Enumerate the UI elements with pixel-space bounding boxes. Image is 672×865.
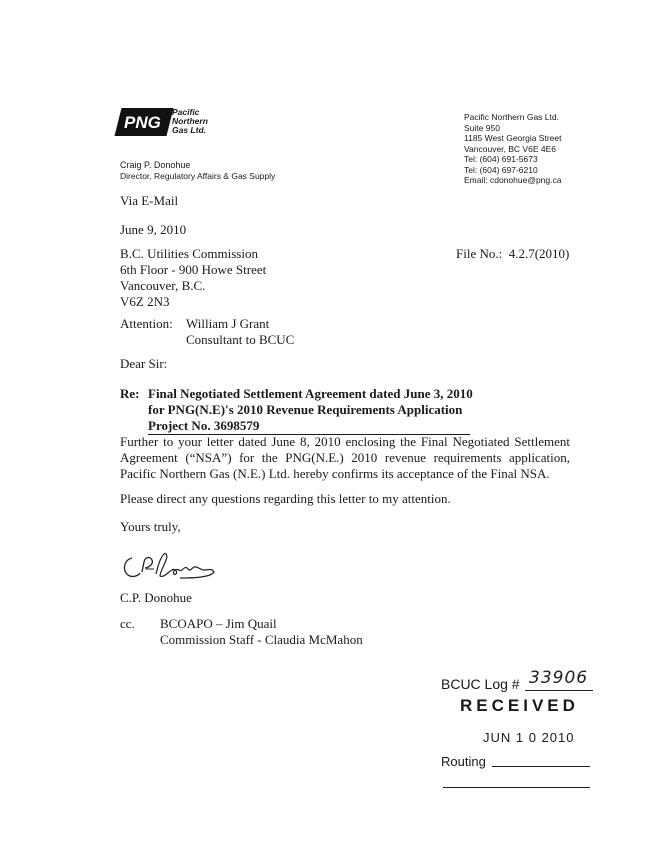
stamp-date: JUN 1 0 2010 — [483, 730, 575, 745]
re-label: Re: — [120, 386, 140, 401]
logo-company-name: Pacific Northern Gas Ltd. — [172, 107, 208, 135]
cc-recipients: BCOAPO – Jim Quail Commission Staff - Claudia McMahon — [160, 616, 363, 647]
subject-lines: Final Negotiated Settlement Agreement dated June 3, 2010 for PNG(N.E)'s 2010 Revenue Requirements Application Project No. 3698579 — [148, 386, 473, 433]
stamp-routing-line-2 — [443, 787, 590, 788]
stamp-log-line — [525, 690, 593, 691]
delivery-method: Via E-Mail — [120, 193, 179, 208]
stamp-routing-label: Routing — [441, 754, 486, 769]
recipient-address: B.C. Utilities Commission 6th Floor - 900 Howe Street Vancouver, B.C. V6Z 2N3 — [120, 246, 267, 309]
attention-label: Attention: — [120, 316, 173, 331]
company-logo — [118, 108, 238, 138]
signature-image — [120, 548, 220, 584]
attention-names: William J Grant Consultant to BCUC — [186, 316, 295, 347]
letter-date: June 9, 2010 — [120, 222, 187, 237]
logo-text: PNG — [124, 113, 161, 132]
sender-title: Director, Regulatory Affairs & Gas Supply — [120, 170, 276, 181]
sender-name: Craig P. Donohue — [120, 160, 191, 170]
stamp-log-number: 33906 — [529, 668, 589, 688]
stamp-received: RECEIVED — [460, 696, 579, 715]
company-address: Pacific Northern Gas Ltd. Suite 950 1185 West Georgia Street Vancouver, BC V6E 4E6 Tel: (604) 691-5673 Tel: (604) 697-6210 Email: cdonohue@png.ca — [464, 112, 562, 185]
stamp-routing-line — [492, 766, 590, 767]
body-paragraph: Further to your letter dated June 8, 2010 enclosing the Final Negotiated Settlement Agreement (“NSA”) for the PNG(N.E.) 2010 revenue requirements application, Pacific Northern Gas (N.E.) Ltd. hereby confirms its acceptance of the Final NSA. — [120, 434, 570, 481]
file-number: File No.: 4.2.7(2010) — [456, 246, 570, 261]
sender-block — [120, 160, 275, 181]
closing: Yours truly, — [120, 519, 181, 534]
cc-label: cc. — [120, 616, 135, 631]
signature-name: C.P. Donohue — [120, 590, 192, 605]
body-paragraph-2: Please direct any questions regarding this letter to my attention. — [120, 491, 451, 506]
stamp-log-label: BCUC Log # — [441, 676, 520, 692]
salutation: Dear Sir: — [120, 356, 168, 371]
